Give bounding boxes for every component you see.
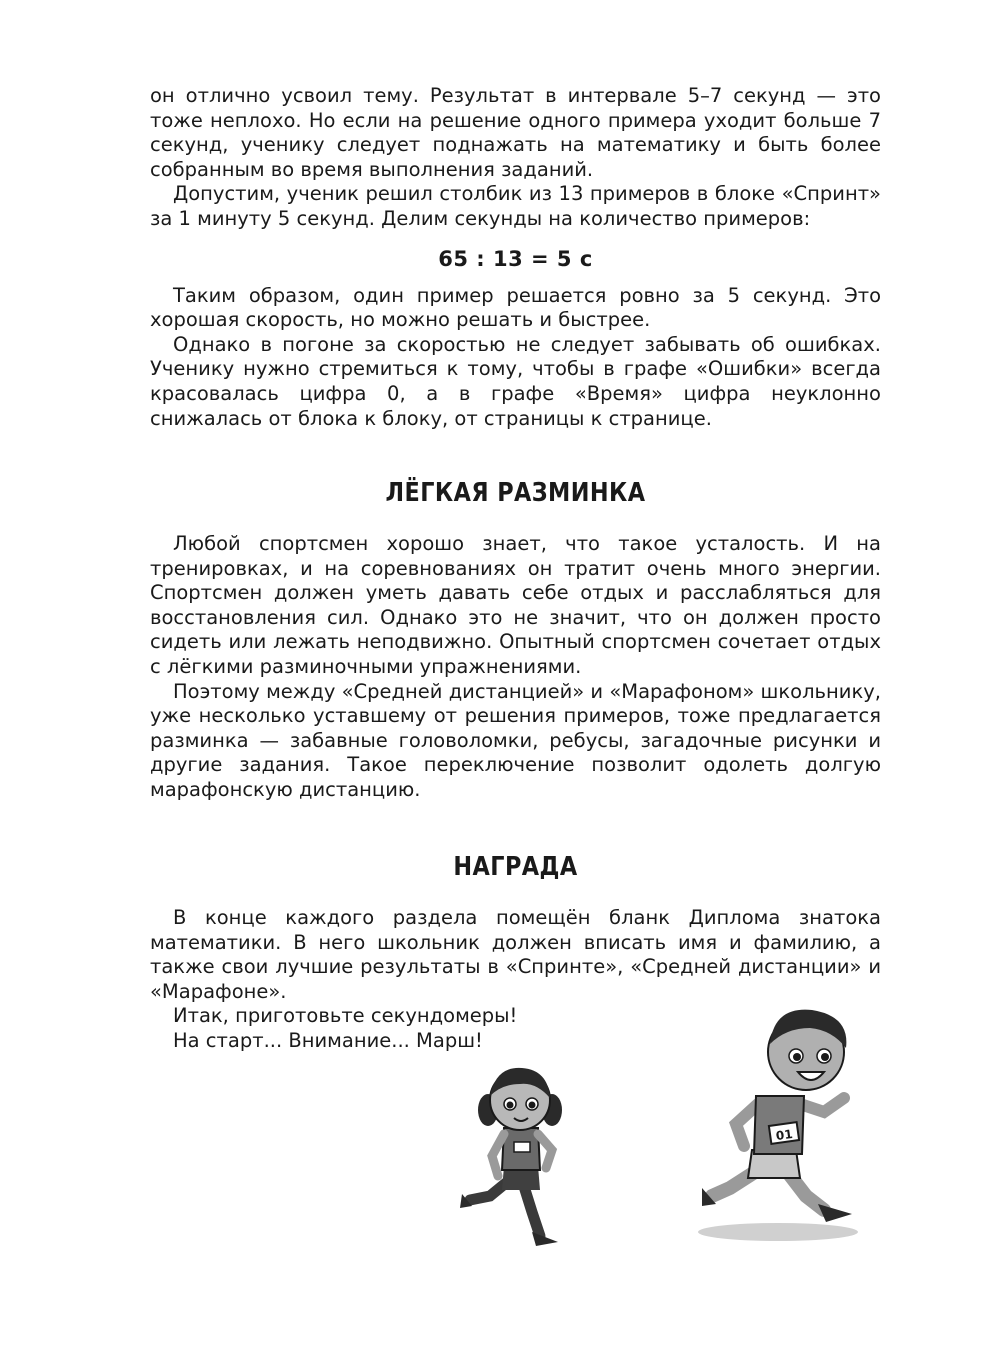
running-boy-illustration [702,1010,852,1222]
intro-section [150,84,881,431]
boy-shadow [698,1223,858,1241]
boy-bib-number: 01 [775,1126,794,1144]
running-kids-illustration [440,1000,880,1260]
warmup-paragraph-1: Любой спортсмен хорошо знает, что такое усталость. И на тренировках, и на соревнованиях он тратит очень много энергии. Спортсмен должен уметь давать себе отдых и расслабляться для восстановления сил. Однако это не значит, что он должен просто сидеть или лежать неподвижно. Опытный спортсмен сочетает отдых с лёгкими разминочными упражнениями. [150,532,881,678]
intro-paragraph-3: Таким образом, один пример решается ровно за 5 секунд. Это хорошая скорость, но можно решать и быстрее. [150,283,881,332]
warmup-section [150,532,881,803]
reward-paragraph-3: На старт... Внимание... Марш! [173,1028,483,1052]
speed-formula: 65 : 13 = 5 с [438,246,593,271]
running-girl-illustration [460,1068,562,1246]
intro-paragraph-4: Однако в погоне за скоростью не следует забывать об ошибках. Ученику нужно стремиться к тому, чтобы в графе «Ошибки» всегда красовалась цифра 0, а в графе «Время» цифра неуклонно снижалась от блока к блоку, от страницы к странице. [150,332,881,430]
warmup-paragraph-2: Поэтому между «Средней дистанцией» и «Марафоном» школьнику, уже несколько уставшему от решения примеров, тоже предлагается разминка — забавные головоломки, ребусы, загадочные рисунки и другие задания. Такое переключение позволит одолеть долгую марафонскую дистанцию. [150,679,881,801]
intro-paragraph-1: он отлично усвоил тему. Результат в интервале 5–7 секунд — это тоже неплохо. Но если на решение одного примера уходит больше 7 секунд, ученику следует поднажать на математику и быть более собранным во время выполнения заданий. [150,84,881,181]
reward-paragraph-2: Итак, приготовьте секундомеры! [173,1004,518,1028]
intro-paragraph-2: Допустим, ученик решил столбик из 13 примеров в блоке «Спринт» за 1 минуту 5 секунд. Делим секунды на количество примеров: [150,182,881,230]
warmup-heading: ЛЁГКАЯ РАЗМИНКА [385,478,646,508]
reward-paragraph-1: В конце каждого раздела помещён бланк Диплома знатока математики. В него школьник должен вписать имя и фамилию, а также свои лучшие результаты в «Спринте», «Средней дистанции» и «Марафоне». [150,906,881,1003]
reward-heading: НАГРАДА [453,852,578,882]
